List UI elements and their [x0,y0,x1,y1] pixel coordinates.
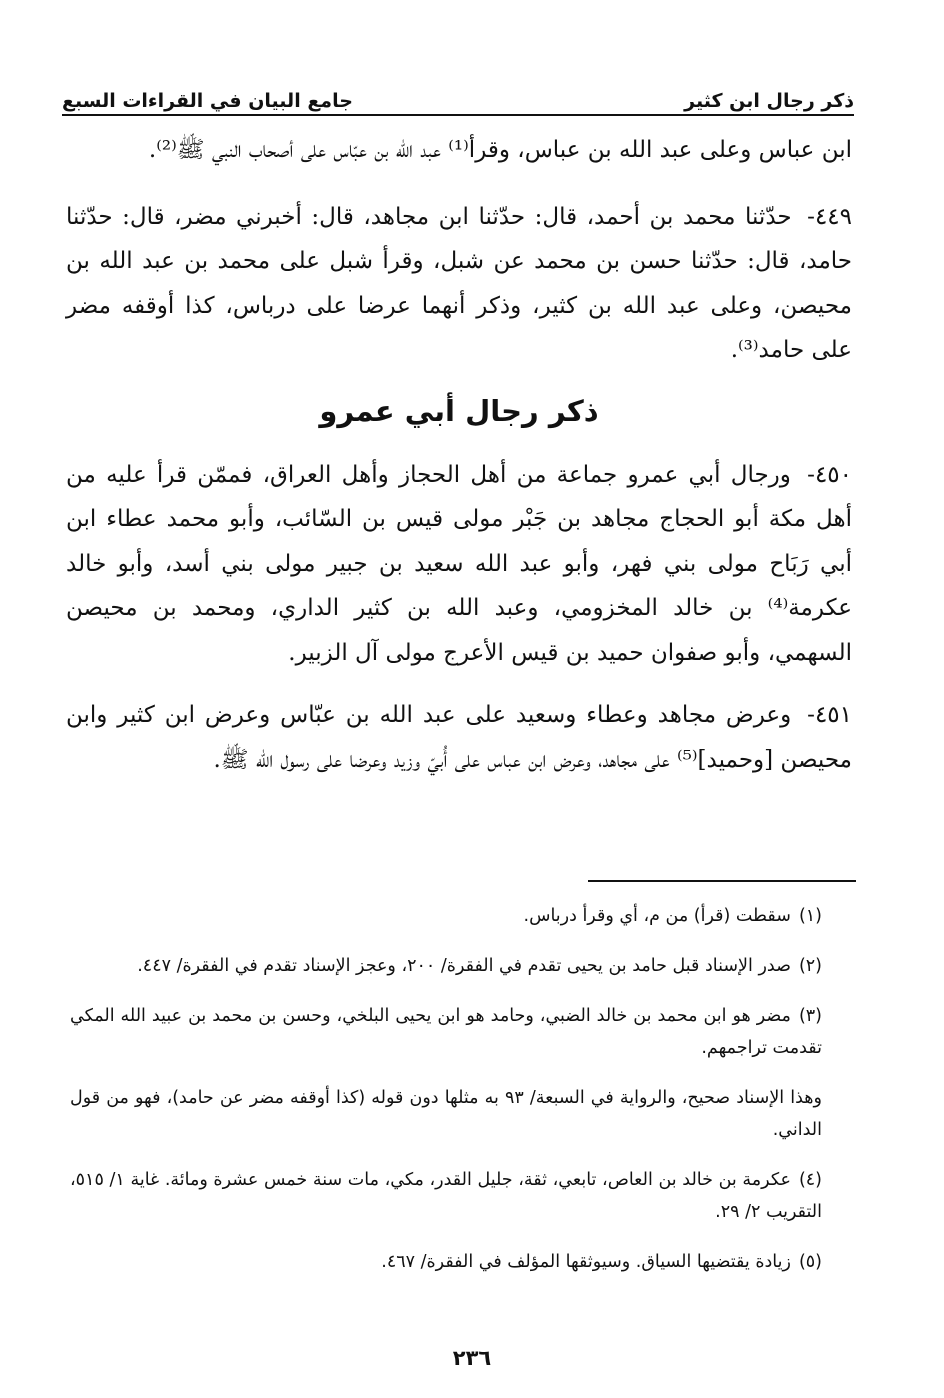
paragraph-number: ٤٥٠- [807,461,852,488]
running-head-book-title: جامع البيان في القراءات السبع [62,90,353,112]
paragraph-number: ٤٥١- [807,702,853,728]
paragraph-text: وعرض مجاهد وعطاء وسعيد على عبد الله بن عبّاس وعرض ابن كثير وابن محيصن [وحميد]⁽⁵⁾ على مجاهد، وعرض ابن عباس على أُبيّ وزيد وعرضا على رسول الله ﷺ. [66,702,852,773]
footnote-mark: (١) [798,906,822,926]
footnotes [70,900,822,1296]
footnote-mark: (٣) [798,1006,822,1026]
running-head-section: ذكر رجال ابن كثير [684,90,854,112]
footnote-5 [70,1246,822,1278]
footnote-mark: (٥) [798,1252,822,1272]
footnote-1 [70,900,822,932]
section-title: ذكر رجال أبي عمرو [319,393,599,428]
footnote-2 [70,950,822,982]
footnote-4 [70,1164,822,1228]
footnote-separator [588,880,856,882]
paragraph-451 [66,693,852,782]
paragraph-text: حدّثنا محمد بن أحمد، قال: حدّثنا ابن مجاهد، قال: أخبرني مضر، قال: حدّثنا حامد، قال: حدّثنا حسن بن محمد عن شبل، وقرأ شبل على محمد بن عبد الله بن محيصن، وعلى عبد الله بن كثير، وذكر أنهما عرضا على درباس، كذا أوقفه مضر على حامد⁽³⁾. [66,203,852,363]
paragraph-449 [66,195,852,373]
header-rule [62,114,854,116]
footnote-text: زيادة يقتضيها السياق. وسيوثقها المؤلف في الفقرة/ ٤٦٧. [381,1252,791,1272]
paragraph-450 [66,453,852,676]
footnote-text: عكرمة بن خالد بن العاص، تابعي، ثقة، جليل القدر، مكي، مات سنة خمس عشرة ومائة. غاية ١/ ٥١٥، التقريب ٢/ ٢٩. [70,1170,822,1222]
footnote-text: سقطت (قرأ) من م، أي وقرأ درباس. [523,906,791,926]
paragraph-text: ورجال أبي عمرو جماعة من أهل الحجاز وأهل العراق، فممّن قرأ عليه من أهل مكة أبو الحجاج مجاهد بن جَبْر مولى قيس بن السّائب، وأبو محمد عطاء ابن أبي رَبَاح مولى بني فهر، وأبو عبد الله سعيد بن جبير مولى بني أسد، وأبو خالد عكرمة⁽⁴⁾ بن خالد المخزومي، وعبد الله بن كثير الداري، ومحمد بن محيصن السهمي، وأبو صفوان حميد بن قيس الأعرج مولى آل الزبير. [66,461,852,666]
running-head [62,78,854,112]
footnote-mark: (٤) [798,1170,822,1190]
page-number: ٢٣٦ [452,1346,492,1370]
paragraph-continuation: ابن عباس وعلى عبد الله بن عباس، وقرأ⁽¹⁾ عبد الله بن عبّاس على أصحاب النبي ﷺ⁽²⁾. [148,137,852,163]
footnote-3-continued [70,1082,822,1146]
paragraph-number: ٤٤٩- [807,203,852,230]
footnote-3 [70,1000,822,1064]
main-text [66,128,852,800]
footnote-mark: (٢) [798,956,822,976]
footnote-text: مضر هو ابن محمد بن خالد الضبي، وحامد هو ابن يحيى البلخي، وحسن بن محمد بن عبيد الله المكي تقدمت تراجمهم. [70,1006,822,1058]
footnote-text: وهذا الإسناد صحيح، والرواية في السبعة/ ٩٣ به مثلها دون قوله (كذا أوقفه مضر عن حامد)، فهو من قول الداني. [70,1088,822,1140]
footnote-text: صدر الإسناد قبل حامد بن يحيى تقدم في الفقرة/ ٢٠٠، وعجز الإسناد تقدم في الفقرة/ ٤٤٧. [137,956,791,976]
